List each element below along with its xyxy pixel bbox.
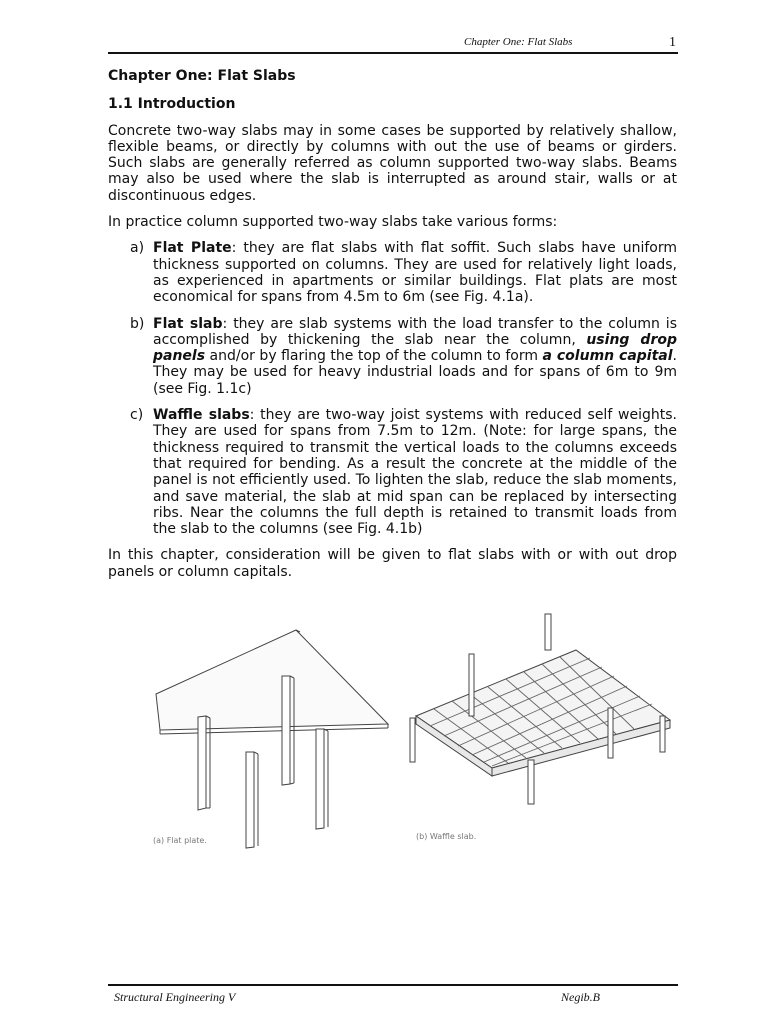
list-text: and/or by flaring the top of the column to form xyxy=(205,348,543,365)
page-footer xyxy=(108,984,678,1010)
caption-flat-plate: (a) Flat plate. xyxy=(153,836,207,845)
list-term: Flat slab xyxy=(153,315,223,332)
chapter-title: Chapter One: Flat Slabs xyxy=(108,68,296,84)
intro-paragraph: Concrete two-way slabs may in some cases be supported by relatively shallow, flexible beams, or directly by columns with out the use of beams or girders. Such slabs are generally referred as column supported two-way slabs. Beams may also be used where the slab is interrupted as around stair, walls or at discontinuous edges. xyxy=(108,122,677,204)
list-text: : they are two-way joist systems with reduced self weights. They are used for spans from 7.5m to 12m. (Note: for large spans, the thickness required to transmit the vertical loads to the columns exceeds that required for bending. As a result the concrete at the middle of the panel is not efficiently used. To lighten the slab, reduce the slab moments, and save material, the slab at mid span can be replaced by intersecting ribs. Near the columns the full depth is retained to transmit loads from the slab to the columns (see Fig. 4.1b) xyxy=(153,407,677,538)
waffle-slab-drawing xyxy=(410,614,670,804)
list-item xyxy=(108,240,677,305)
footer-author: Negib.B xyxy=(561,990,600,1004)
emphasis-text: using drop panels xyxy=(153,331,677,365)
list-term: Waffle slabs xyxy=(153,407,250,424)
list-item xyxy=(108,407,677,537)
closing-paragraph: In this chapter, consideration will be given to flat slabs with or with out drop panels or column capitals. xyxy=(108,547,677,580)
emphasis-text: a column capital xyxy=(542,348,673,365)
list-text: . They may be used for heavy industrial loads and for spans of 6m to 9m (see Fig. 1.1c) xyxy=(153,348,677,397)
list-text: : they are slab systems with the load transfer to the column is accomplished by thickening the slab near the column, xyxy=(153,315,677,348)
slab-illustration xyxy=(140,612,700,852)
section-heading: 1.1 Introduction xyxy=(108,96,236,113)
list-text: : they are flat slabs with flat soffit. Such slabs have uniform thickness supported on columns. They are used for relatively light loads, as experienced in apartments or similar buildings. Flat plats are most economical for spans from 4.5m to 6m (see Fig. 4.1a). xyxy=(153,240,677,306)
caption-waffle-slab: (b) Waffle slab. xyxy=(416,832,477,841)
slab-figure xyxy=(140,612,700,852)
page-content xyxy=(108,66,677,590)
forms-paragraph: In practice column supported two-way slabs take various forms: xyxy=(108,214,558,231)
page-number: 1 xyxy=(669,35,676,50)
list-marker: c) xyxy=(130,407,144,424)
page-header xyxy=(108,34,678,54)
footer-course: Structural Engineering V xyxy=(114,990,236,1004)
list-marker: b) xyxy=(130,315,145,332)
list-item xyxy=(108,316,677,397)
list-term: Flat Plate xyxy=(153,240,232,257)
header-chapter-title: Chapter One: Flat Slabs xyxy=(464,36,573,48)
slab-types-list xyxy=(108,240,677,537)
list-marker: a) xyxy=(130,240,145,257)
flat-plate-drawing xyxy=(156,630,388,848)
